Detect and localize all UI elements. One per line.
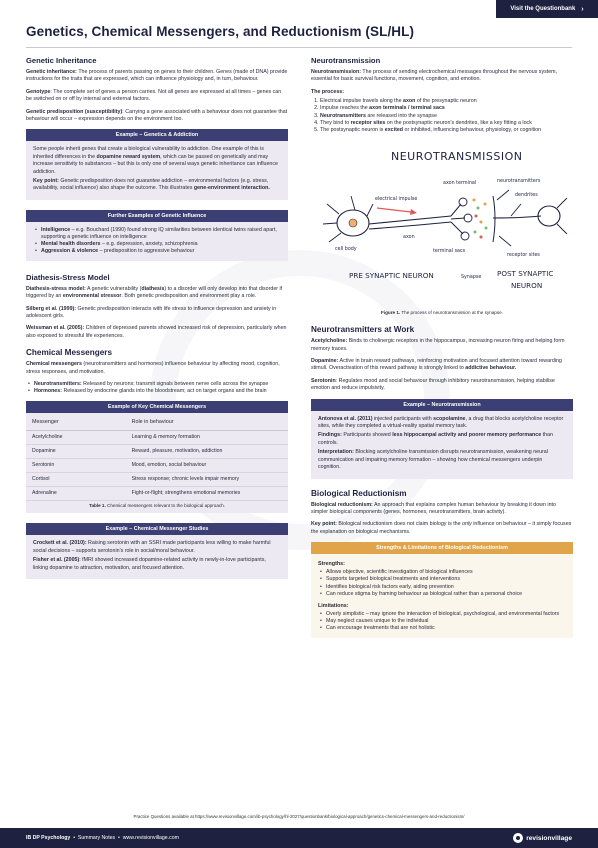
chem-table-header: Example of Key Chemical Messengers bbox=[26, 401, 288, 413]
terminal-sac bbox=[461, 232, 469, 240]
table-row: Adrenaline Fight-or-flight; strengthens emotional memories bbox=[26, 487, 288, 501]
impulse-arrowhead bbox=[410, 209, 417, 215]
list-item: • Allows objective, scientific investigation of biological influences bbox=[318, 569, 566, 576]
label-electrical-impulse: electrical impulse bbox=[375, 197, 418, 203]
further-genetic-header: Further Examples of Genetic Influence bbox=[26, 210, 288, 222]
left-column bbox=[26, 56, 288, 587]
process-step: 5. The postsynaptic neuron is excited or inhibited, influencing behaviour, physiology, or cognition bbox=[320, 127, 573, 134]
nucleus-shape bbox=[349, 219, 357, 227]
strengths-limitations-box bbox=[311, 542, 573, 637]
chem-studies-header: Example – Chemical Messenger Studies bbox=[26, 523, 288, 535]
label-synapse: Synapse bbox=[461, 275, 482, 281]
process-step: 1. Electrical impulse travels along the axon of the presynaptic neuron bbox=[320, 98, 573, 105]
label-terminal-sacs: terminal sacs bbox=[433, 249, 466, 255]
chem-studies-box bbox=[26, 523, 288, 579]
label-axon-terminal: axon terminal bbox=[443, 181, 477, 187]
chem-messengers-table bbox=[26, 416, 288, 501]
neurotransmitter-dots bbox=[473, 199, 488, 239]
receptor-sites-shape bbox=[493, 196, 495, 242]
label-postsynaptic-1: POST SYNAPTIC bbox=[497, 269, 554, 279]
bottom-bar bbox=[0, 828, 598, 848]
chemical-messengers-definition: Chemical messengers (neurotransmitters and hormones) influence behaviour by affecting mood, cognition, stress responses, and motivation. bbox=[26, 361, 280, 375]
example-genetics-header: Example – Genetics & Addiction bbox=[26, 129, 288, 141]
neurotransmission-definition: Neurotransmission: The process of sending electrochemical messages throughout the nervous system, essential for basic survival functions, movement, cognition, and emotion. bbox=[311, 69, 558, 83]
table-caption: Table 1. Chemical messengers relevant to the biological approach. bbox=[88, 503, 225, 509]
antonova-findings: Findings: Participants showed less hippocampal activity and poorer memory performance than controls. bbox=[318, 432, 553, 446]
practice-questions-link[interactable]: Practice Questions available at https://www.revisionvillage.com/ib-psychology/hl-2027/questionbank/biological-approach/genetics-chemical-messengers-and-reductionism/ bbox=[133, 814, 465, 819]
axon-terminal-branches bbox=[451, 204, 465, 234]
genotype-definition: Genotype: The complete set of genes a person carries. Not all genes are expressed at all times – genes can be switched on or off by internal and external factors. bbox=[26, 88, 282, 103]
antonova-study: Antonova et al. (2011) injected participants with scopolamine, a drug that blocks acetylcholine receptor sites, while they completed a virtual-reality spatial memory task. bbox=[318, 415, 564, 430]
label-postsynaptic-2: NEURON bbox=[511, 281, 543, 291]
crockett-study: Crockett et al. (2010): Raising serotonin with an SSRI made participants less willing to make harmful social decisions – supports serotonin's role in social/moral behaviour. bbox=[33, 540, 271, 554]
list-item: • Can reduce stigma by framing behaviour as biological rather than a personal choice bbox=[318, 591, 566, 598]
list-item: • Supports targeted biological treatments and interventions bbox=[318, 576, 566, 583]
neurotransmission-figure bbox=[311, 138, 573, 308]
strengths-label: Strengths: bbox=[318, 561, 345, 568]
antonova-interpretation: Interpretation: Blocking acetylcholine transmission disrupts neurotransmission, weakening neural communication and impairing memory formation – showing how chemical messengers underpin cognition. bbox=[318, 449, 548, 471]
list-item: • Mental health disorders – e.g. depression, anxiety, schizophrenia bbox=[33, 241, 281, 248]
chemical-messengers-heading: Chemical Messengers bbox=[26, 348, 113, 358]
page-title: Genetics, Chemical Messengers, and Reductionism (SL/HL) bbox=[26, 24, 415, 39]
acetylcholine-text: Acetylcholine: Binds to cholinergic receptors in the hippocampus, increasing neuron firing and helping form memory traces. bbox=[311, 338, 565, 352]
list-item: • Can encourage treatments that are not holistic bbox=[318, 625, 566, 632]
column-header-messenger: Messenger bbox=[26, 416, 126, 431]
visit-questionbank-button[interactable] bbox=[496, 0, 598, 18]
table-row: Dopamine Reward, pleasure, motivation, addiction bbox=[26, 445, 288, 459]
fisher-study: Fisher et al. (2005): fMRI showed increased dopamine-related activity in newly-in-love participants, linking dopamine to attraction, motivation, and focused attention. bbox=[33, 557, 266, 571]
chevron-right-icon: › bbox=[581, 5, 584, 13]
process-step: 4. They bind to receptor sites on the postsynaptic neuron's dendrites, like a key fitting a lock bbox=[320, 120, 573, 127]
label-axon: axon bbox=[403, 235, 415, 241]
impulse-arrow bbox=[377, 208, 411, 212]
figure-title: NEUROTRANSMISSION bbox=[391, 150, 523, 164]
label-neurotransmitters: neurotransmitters bbox=[497, 179, 541, 185]
example-neuro-header: Example – Neurotransmission bbox=[311, 399, 573, 411]
list-item: • Intelligence – e.g. Bouchard (1990) found strong IQ similarities between identical twins raised apart, supporting a genetic influence on intelligence bbox=[33, 227, 281, 241]
list-item: • Identifies biological risk factors early, aiding prevention bbox=[318, 584, 566, 591]
genetic-inheritance-definition: Genetic inheritance: The process of parents passing on genes to their children. Genes (made of DNA) provide instructions for the traits that are expressed, which can influence physiology and, in turn, behaviour. bbox=[26, 69, 288, 83]
reductionism-definition: Biological reductionism: An approach that explains complex human behaviour by breaking it down into simpler biological components (genes, hormones, neurotransmitters, brain activity). bbox=[311, 501, 556, 515]
neurotransmission-diagram bbox=[311, 138, 573, 308]
postsynaptic-cell-body bbox=[538, 206, 560, 226]
example-genetics-text: Some people inherit genes that create a biological vulnerability to addiction. One example of this is inherited differences in the dopamine reward system, which can be passed on genetically and may increase sensitivity to substances – but this is only one of several ways genetic inheritance can influence addiction. bbox=[33, 146, 278, 175]
diathesis-heading: Diathesis-Stress Model bbox=[26, 272, 110, 282]
list-item: • May neglect causes unique to the individual bbox=[318, 618, 566, 625]
dopamine-text: Dopamine: Active in brain reward pathways, reinforcing motivation and focused attention toward rewarding stimuli. Overactivation of this reward pathway is strongly linked to addictive behaviour. bbox=[311, 358, 562, 372]
list-item: • Neurotransmitters: Released by neurons; transmit signals between nerve cells across the synapse bbox=[26, 381, 288, 388]
chem-table-box bbox=[26, 401, 288, 513]
footer-info: IB DP Psychology • Summary Notes • www.revisionvillage.com bbox=[26, 835, 179, 841]
title-divider bbox=[26, 47, 572, 48]
genetic-inheritance-heading: Genetic Inheritance bbox=[26, 56, 97, 65]
terminal-sac bbox=[459, 198, 467, 206]
limitations-label: Limitations: bbox=[318, 602, 349, 609]
neurotransmission-heading: Neurotransmission bbox=[311, 56, 381, 65]
example-neuro-box bbox=[311, 399, 573, 479]
figure-caption: Figure 1. The process of neurotransmission at the synapse. bbox=[381, 310, 503, 316]
list-item: • Aggression & violence – predisposition to aggressive behaviour bbox=[33, 248, 281, 255]
right-column bbox=[311, 56, 573, 646]
brand-name: revisionvillage bbox=[526, 834, 572, 842]
table-row: Acetylcholine Learning & memory formation bbox=[26, 431, 288, 445]
serotonin-text: Serotonin: Regulates mood and social behaviour through inhibitory neurotransmission, helping stabilise emotion and reduce impulsivity. bbox=[311, 377, 555, 392]
process-step: 3. Neurotransmitters are released into the synapse bbox=[320, 113, 573, 120]
at-work-heading: Neurotransmitters at Work bbox=[311, 325, 415, 335]
questionbank-label: Visit the Questionbank bbox=[510, 6, 576, 12]
process-label: The process: bbox=[311, 88, 344, 95]
revisionvillage-logo-icon bbox=[513, 833, 523, 843]
label-dendrites: dendrites bbox=[515, 193, 538, 199]
terminal-sac bbox=[464, 214, 472, 222]
example-genetics-box bbox=[26, 129, 288, 199]
column-header-role: Role in behaviour bbox=[126, 416, 288, 431]
further-genetic-box bbox=[26, 210, 288, 261]
strengths-limitations-header: Strengths & Limitations of Biological Reductionism bbox=[311, 542, 573, 554]
table-row: Cortisol Stress response; chronic levels impair memory bbox=[26, 473, 288, 487]
postsynaptic-dendrite bbox=[493, 216, 541, 218]
reductionism-key-point: Key point: Biological reductionism does not claim biology is the only influence on behaviour – it simply focuses the explanation on biological mechanisms. bbox=[311, 521, 572, 535]
example-genetics-key-point: Key point: Genetic predisposition does not guarantee addiction – environmental factors (e.g. stress, availability, social influence) also shape the outcome. This illustrates gene-environment interaction. bbox=[33, 178, 270, 192]
table-row: Serotonin Mood, emotion, social behaviour bbox=[26, 459, 288, 473]
diathesis-definition: Diathesis-stress model: A genetic vulnerability (diathesis) to a disorder will only develop into that disorder if triggered by an environmental stressor. Both genetic predisposition and environment play a role. bbox=[26, 285, 283, 300]
label-presynaptic-neuron: PRE SYNAPTIC NEURON bbox=[349, 271, 434, 281]
list-item: • Overly simplistic – may ignore the interaction of biological, psychological, and environmental factors bbox=[318, 611, 566, 618]
silberg-study: Silberg et al. (1999): Genetic predisposition interacts with life stress to influence depression and anxiety in adolescent girls. bbox=[26, 305, 277, 319]
top-bar bbox=[0, 0, 598, 18]
list-item: • Hormones: Released by endocrine glands into the bloodstream; act on target organs and the brain bbox=[26, 388, 288, 395]
weissman-study: Weissman et al. (2005): Children of depressed parents showed increased risk of depression, particularly when also exposed to stressful life experiences. bbox=[26, 325, 287, 339]
label-receptor-sites: receptor sites bbox=[507, 253, 540, 259]
label-cell-body: cell body bbox=[335, 247, 357, 253]
process-step: 2. Impulse reaches the axon terminals / terminal sacs bbox=[320, 105, 573, 112]
reductionism-heading: Biological Reductionism bbox=[311, 488, 407, 498]
site-link[interactable]: www.revisionvillage.com bbox=[122, 835, 179, 841]
brand-logo[interactable] bbox=[513, 828, 572, 848]
predisposition-definition: Genetic predisposition (susceptibility): Carrying a gene associated with a behaviour does not guarantee that behaviour will occur – expression depends on the environment too. bbox=[26, 108, 288, 123]
